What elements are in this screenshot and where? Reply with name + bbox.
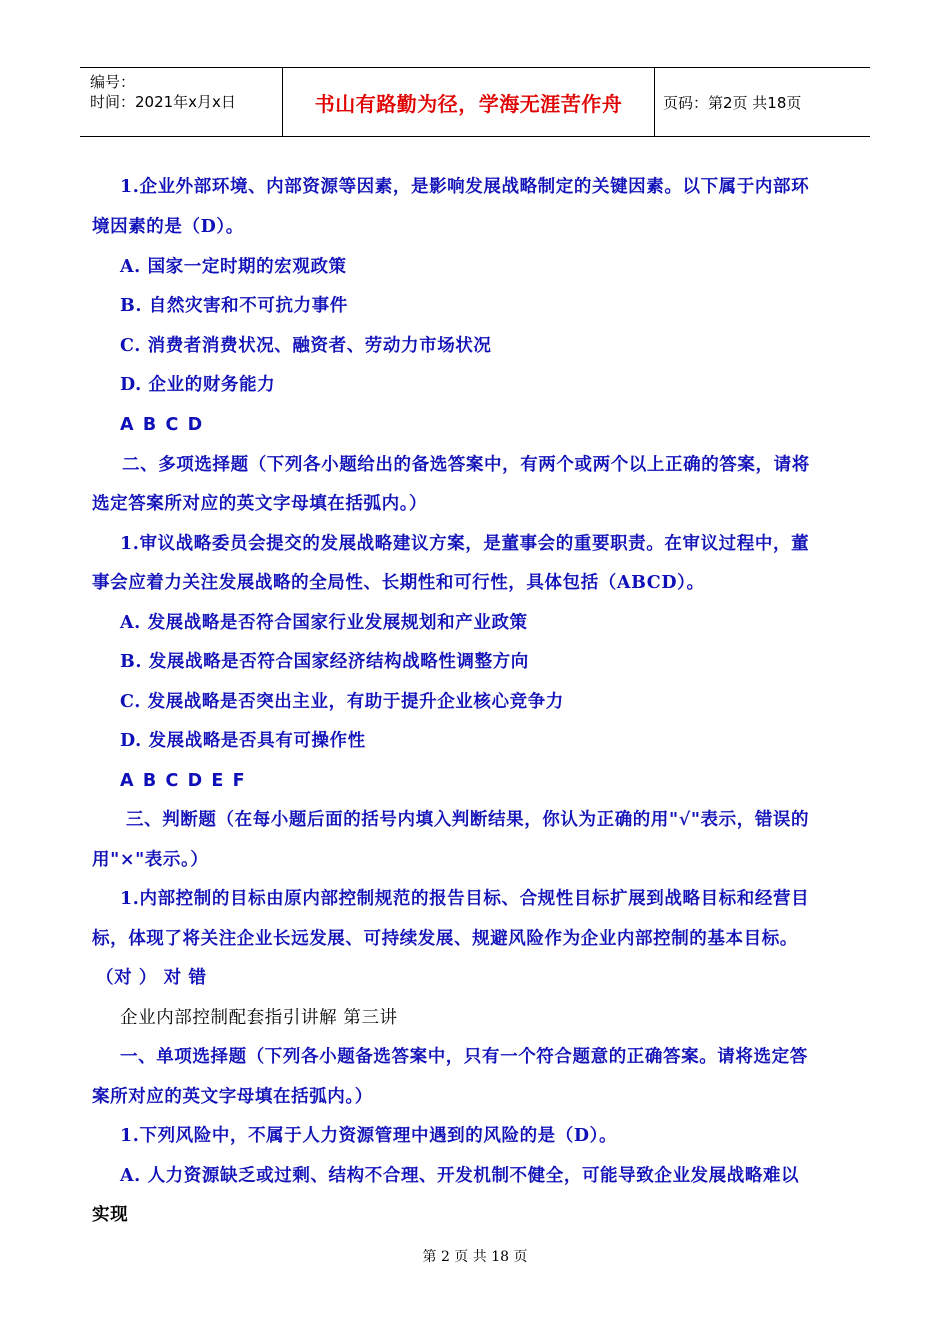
option-c: C. 消费者消费状况、融资者、劳动力市场状况 [120,336,492,356]
section-heading: 选定答案所对应的英文字母填在括弧内。） [92,494,428,514]
header-page-info: 页码：第2页 共18页 [663,93,802,112]
question-text: 1.审议战略委员会提交的发展战略建议方案，是董事会的重要职责。在审议过程中，董 [120,534,810,554]
header-motto-cell [282,68,655,136]
header-page-cell [655,68,870,136]
header-motto: 书山有路勤为径，学海无涯苦作舟 [314,91,623,116]
option-b: B. 自然灾害和不可抗力事件 [120,296,348,316]
question-text: 1.内部控制的目标由原内部控制规范的报告目标、合规性目标扩展到战略目标和经营目 [120,889,810,909]
section-heading: 一、单项选择题（下列各小题备选答案中，只有一个符合题意的正确答案。请将选定答 [120,1047,808,1067]
page-header [80,67,870,137]
question-text: 标，体现了将关注企业长远发展、可持续发展、规避风险作为企业内部控制的基本目标。 [92,929,798,949]
answer-letters: A B C D E F [120,771,246,791]
section-heading: 案所对应的英文字母填在括弧内。） [92,1087,373,1107]
document-number-label: 编号： [90,73,136,91]
question-text: 1.企业外部环境、内部资源等因素，是影响发展战略制定的关键因素。以下属于内部环 [120,177,810,197]
page-footer: 第 2 页 共 18 页 [422,1249,528,1265]
answer-letters: A B C D [120,415,203,435]
option-a: A. 国家一定时期的宏观政策 [120,257,347,277]
question-text: 1.下列风险中，不属于人力资源管理中遇到的风险的是（D）。 [120,1126,618,1146]
lecture-title: 企业内部控制配套指引讲解 第三讲 [120,1008,398,1028]
option-c: C. 发展战略是否突出主业，有助于提升企业核心竞争力 [120,692,564,712]
question-text: 境因素的是（D）。 [92,217,244,237]
option-a: A. 发展战略是否符合国家行业发展规划和产业政策 [120,613,528,633]
section-heading: 三、判断题（在每小题后面的括号内填入判断结果，你认为正确的用"√"表示，错误的 [126,810,810,830]
question-text: 事会应着力关注发展战略的全局性、长期性和可行性，具体包括（ABCD）。 [92,573,705,593]
option-a: A. 人力资源缺乏或过剩、结构不合理、开发机制不健全，可能导致企业发展战略难以 [120,1166,800,1186]
section-heading: 二、多项选择题（下列各小题给出的备选答案中，有两个或两个以上正确的答案，请将 [122,455,810,475]
option-d: D. 发展战略是否具有可操作性 [120,731,366,751]
option-a-continuation: 实现 [92,1205,129,1225]
option-b: B. 发展战略是否符合国家经济结构战略性调整方向 [120,652,529,672]
judgement-answer: （对 ） 对 错 [96,968,207,988]
document-time-label: 时间：2021年x月x日 [90,93,236,111]
section-heading: 用"×"表示。） [92,850,209,870]
header-meta [80,68,282,136]
option-d: D. 企业的财务能力 [120,375,276,395]
